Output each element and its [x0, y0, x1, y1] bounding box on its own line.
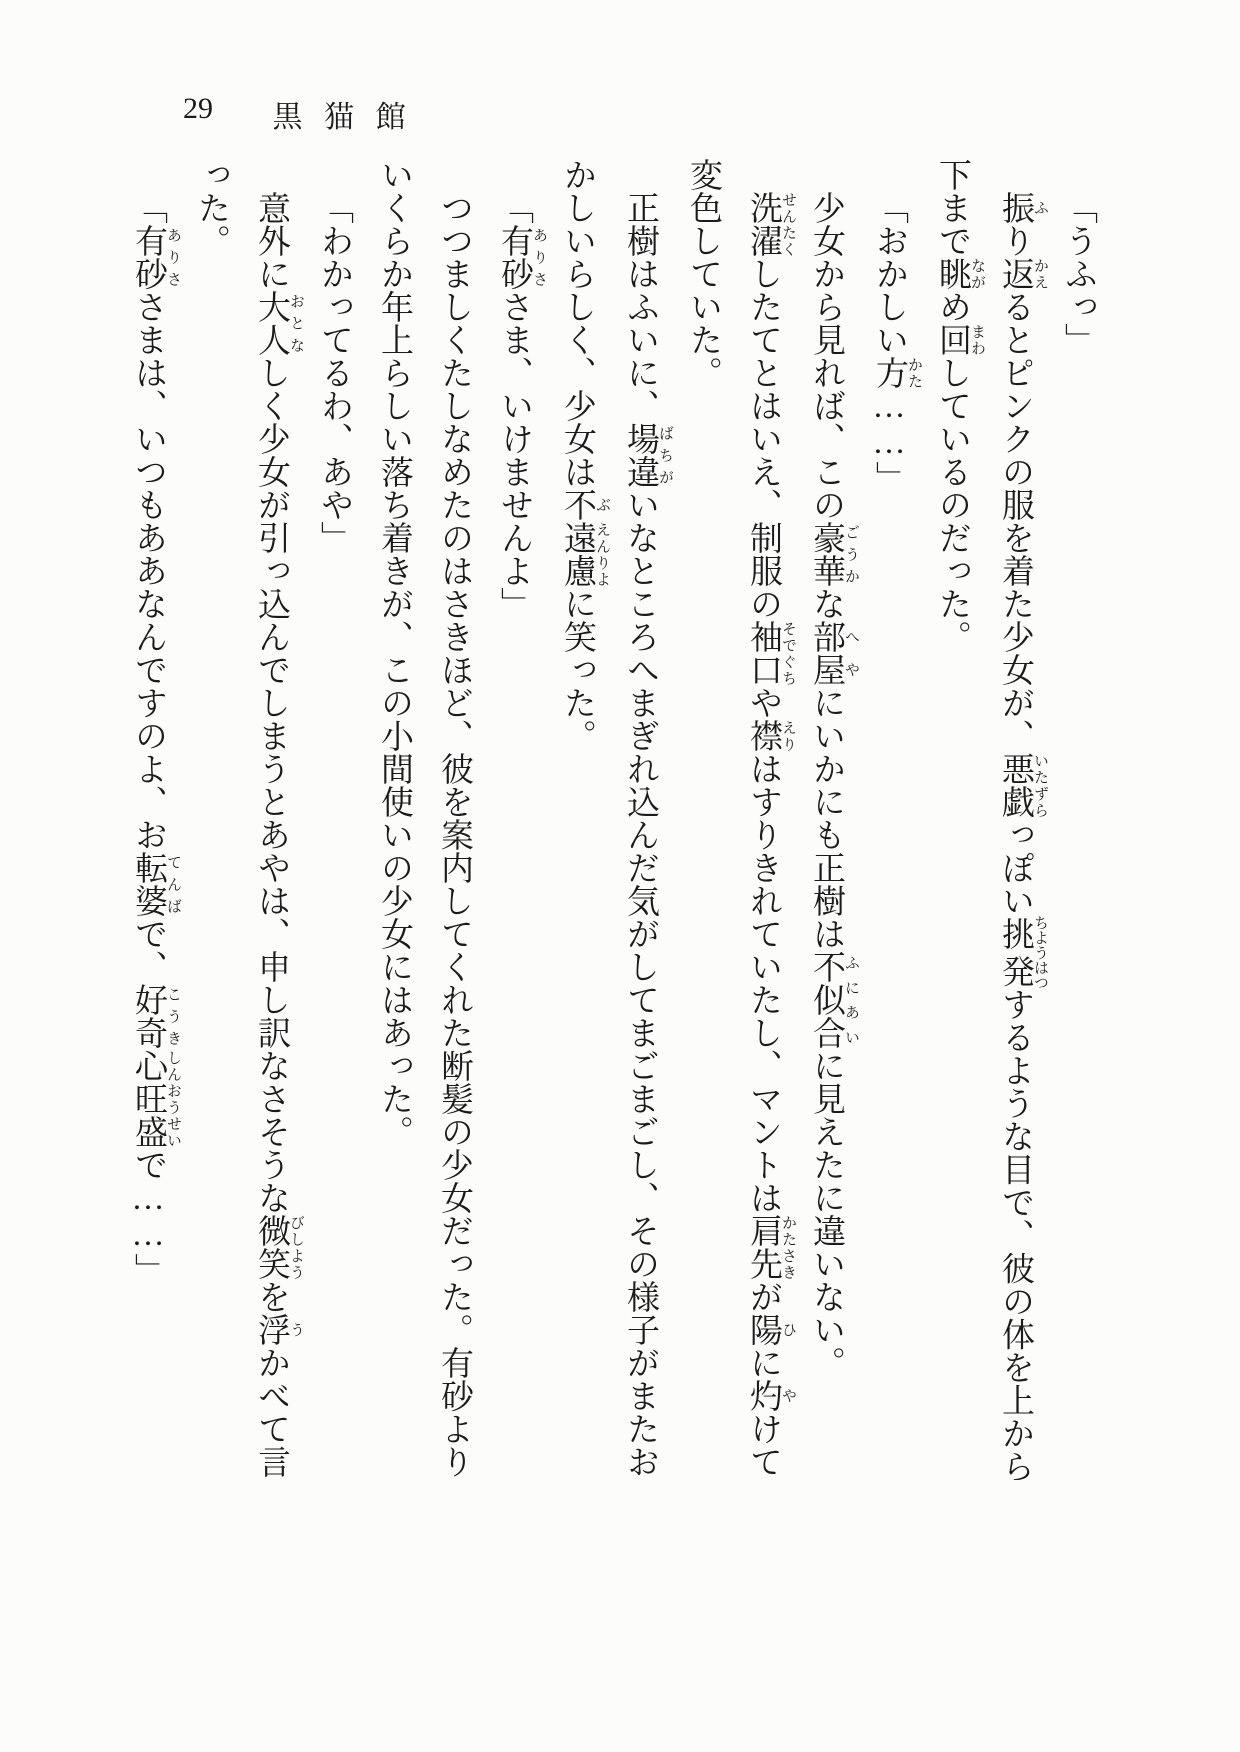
- text-line: 正樹はふいに、場違 ばちがいなところへまぎれ込んだ気がしてまごまごし、その様子がまたお: [622, 191, 673, 1478]
- text-line: 振 ふり返 かえるとピンクの服を着た少女が、悪戯 いたずらっぽい挑発 ちようはつするような目で、彼の体を上から: [997, 191, 1048, 1483]
- furigana-ruby: 返 かえ: [997, 257, 1048, 290]
- furigana-ruby: 転婆 てんば: [130, 851, 181, 917]
- furigana-ruby: 好奇 こうき: [130, 983, 181, 1049]
- furigana-ruby: 回 まわ: [934, 323, 985, 356]
- text-line: った。: [193, 158, 229, 257]
- text-line: 意外に大人 おとなしく少女が引っ込んでしまうとあやは、申し訳なさそうな微笑 びしようを浮 うかべて言: [253, 191, 304, 1478]
- furigana-ruby: 大人 おとな: [253, 290, 304, 356]
- text-line: 「有砂 ありささま、いけませんよ」: [496, 191, 547, 620]
- furigana-ruby: 豪華 ごうか: [808, 521, 859, 587]
- furigana-ruby: 肩先 かたさき: [745, 1214, 796, 1280]
- furigana-ruby: 袖口 そでぐち: [745, 620, 796, 686]
- text-line: かしいらしく、少女は不 ぶ遠慮 えんりよに笑った。: [559, 158, 610, 752]
- furigana-ruby: 眺 なが: [934, 257, 985, 290]
- text-line: いくらか年上らしい落ち着きが、この小間使いの少女にはあった。: [376, 158, 412, 1148]
- text-body: [118, 158, 1108, 1520]
- furigana-ruby: 灼 や: [745, 1379, 796, 1412]
- text-line: 「有砂 ありささまは、いつもああなんですのよ、お転婆 てんばで、好奇 こうき心旺盛 しんおうせいで……」: [130, 191, 181, 1286]
- text-line: 洗濯 せんたくしたてとはいえ、制服の袖口 そでぐちや襟 えりはすりきれていたし、マントは肩先 かたさきが陽 ひに灼 やけて: [745, 191, 796, 1478]
- book-title: 黒猫館: [272, 101, 428, 134]
- furigana-ruby: 遠慮 えんりよ: [559, 521, 610, 587]
- furigana-ruby: 有砂 ありさ: [496, 224, 547, 290]
- text-line: 変色していた。: [685, 158, 721, 389]
- text-line: 下まで眺 ながめ回 まわしているのだった。: [934, 158, 985, 653]
- text-line: 「うふっ」: [1060, 191, 1096, 356]
- furigana-ruby: 不 ぶ: [559, 488, 610, 521]
- text-line: 少女から見れば、この豪華 ごうかな部屋 へやにいかにも正樹は不似合 ふにあいに見えたに違いない。: [808, 191, 859, 1379]
- text-line: つつましくたしなめたのはさきほど、彼を案内してくれた断髪の少女だった。有砂より: [436, 191, 472, 1478]
- furigana-ruby: 襟 えり: [745, 719, 796, 752]
- furigana-ruby: 微笑 びしよう: [253, 1214, 304, 1280]
- furigana-ruby: 洗濯 せんたく: [745, 191, 796, 257]
- furigana-ruby: 場違 ばちが: [622, 422, 673, 488]
- furigana-ruby: 心旺盛 しんおうせい: [130, 1049, 181, 1148]
- furigana-ruby: 方 かた: [871, 356, 922, 389]
- furigana-ruby: 浮 う: [253, 1313, 304, 1346]
- furigana-ruby: 有砂 ありさ: [130, 224, 181, 290]
- furigana-ruby: 陽 ひ: [745, 1313, 796, 1346]
- furigana-ruby: 挑発 ちようはつ: [997, 914, 1048, 990]
- furigana-ruby: 部屋 へや: [808, 620, 859, 686]
- page-number: 29: [183, 92, 213, 125]
- furigana-ruby: 振 ふ: [997, 191, 1048, 224]
- text-line: 「わかってるわ、あや」: [316, 191, 352, 554]
- page-header: [183, 92, 427, 136]
- furigana-ruby: 悪戯 いたずら: [997, 752, 1048, 818]
- text-line: 「おかしい方 かた……」: [871, 191, 922, 494]
- furigana-ruby: 不似合 ふにあい: [808, 950, 859, 1049]
